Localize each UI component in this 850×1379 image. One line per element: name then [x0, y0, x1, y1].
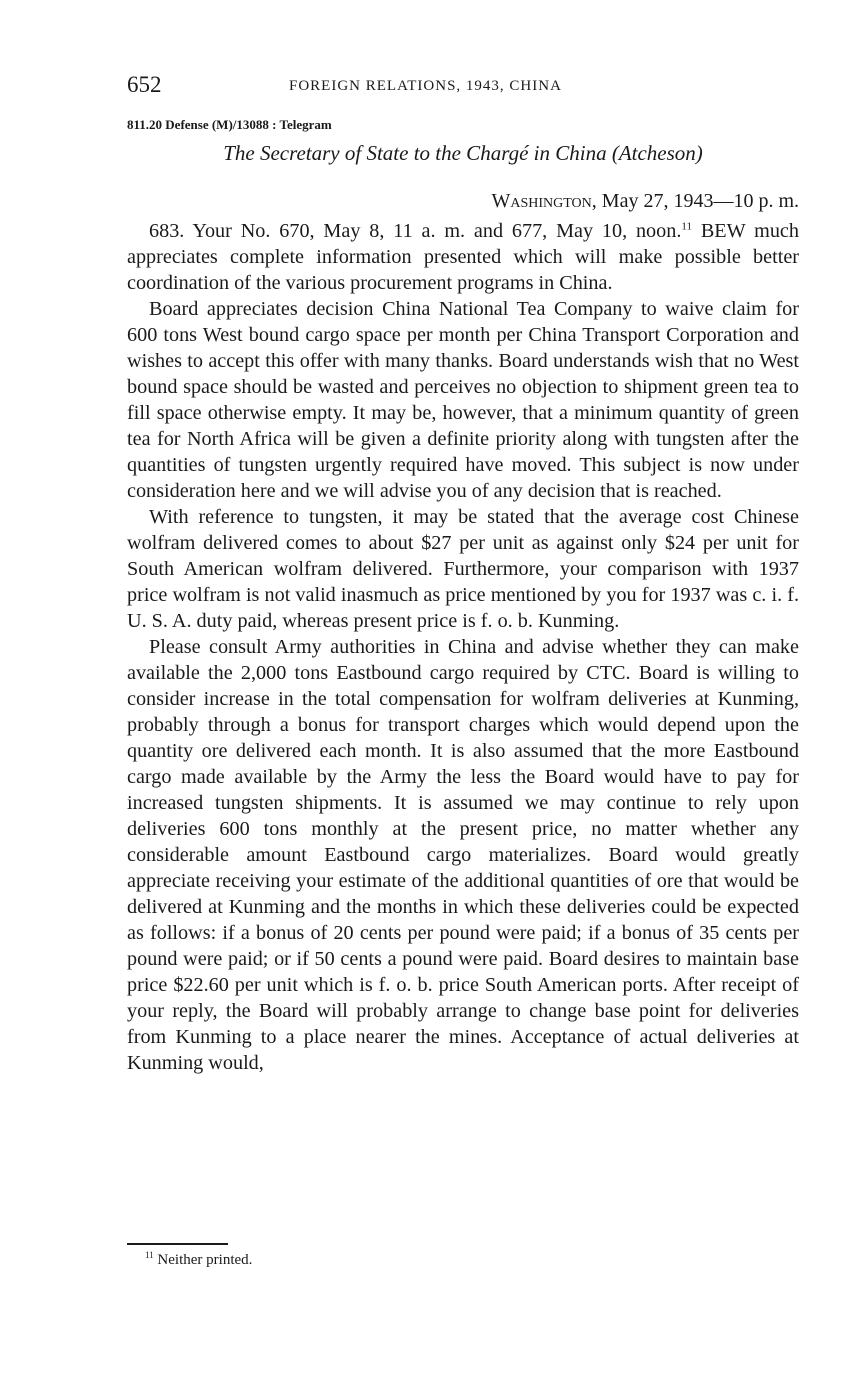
paragraph-4: Please consult Army authorities in China and advise whether they can make available the 2,000 tons Eastbound cargo required by CTC. Board is willing to consider increase in the total compensation for wolfram deliveries at Kunming, probably through a bonus for transport charges which would depend upon the quantity ore delivered each month. It is also assumed that the more Eastbound cargo made available by the Army the less the Board would have to pay for increased tungsten shipments. It is assumed we may continue to rely upon deliveries 600 tons monthly at the present price, no matter whether any considerable amount Eastbound cargo materializes. Board would greatly appreciate receiving your estimate of the additional quantities of ore that would be delivered at Kunming and the months in which these deliveries could be expected as follows: if a bonus of 20 cents per pound were paid; if a bonus of 35 cents per pound were paid; or if 50 cents a pound were paid. Board desires to maintain base price $22.60 per unit which is f. o. b. price South American ports. After receipt of your reply, the Board will probably arrange to change base point for deliveries from Kunming to a place nearer the mines. Acceptance of actual deliveries at Kunming would, — [127, 636, 799, 1074]
paragraph-3: With reference to tungsten, it may be stated that the average cost Chinese wolfram delivered comes to about $27 per unit as against only $24 per unit for South American wolfram delivered. Furthermore, your comparison with 1937 price wolfram is not valid inasmuch as price mentioned by you for 1937 was c. i. f. U. S. A. duty paid, whereas present price is f. o. b. Kunming. — [127, 506, 799, 632]
footnote-divider — [127, 1243, 228, 1245]
paragraph-1 — [127, 218, 799, 296]
paragraph-1-lead: 683. Your No. 670, May 8, 11 a. m. and 677, May 10, noon. — [149, 220, 682, 242]
footnote-text: Neither printed. — [157, 1252, 253, 1268]
footnote-marker: 11 — [145, 1250, 154, 1260]
running-head — [127, 70, 799, 102]
footnote — [145, 1252, 252, 1269]
document-title: The Secretary of State to the Chargé in China (Atcheson) — [223, 141, 703, 165]
file-reference: 811.20 Defense (M)/13088 : Telegram — [127, 117, 332, 132]
page-number: 652 — [127, 72, 162, 97]
paragraph-2: Board appreciates decision China National Tea Company to waive claim for 600 tons West bound cargo space per month per China Transport Corporation and wishes to accept this offer with many thanks. Board understands wish that no West bound space should be wasted and perceives no objection to shipment green tea to fill space otherwise empty. It may be, however, that a minimum quantity of green tea for North Africa will be given a definite priority along with tungsten after the quantities of tungsten urgently required have moved. This subject is now under consideration here and we will advise you of any decision that is reached. — [127, 298, 799, 502]
dateline — [491, 190, 799, 213]
paragraph-1-rest: BEW much appreciates complete information presented which will make possible better coordination of the various procurement programs in China. — [127, 220, 799, 294]
dateline-date: , May 27, 1943—10 p. m. — [591, 190, 799, 212]
telegram-body — [127, 218, 799, 1076]
footnote-ref: 11 — [681, 220, 692, 233]
dateline-city: Washington — [491, 190, 592, 212]
running-title: FOREIGN RELATIONS, 1943, CHINA — [289, 78, 562, 94]
